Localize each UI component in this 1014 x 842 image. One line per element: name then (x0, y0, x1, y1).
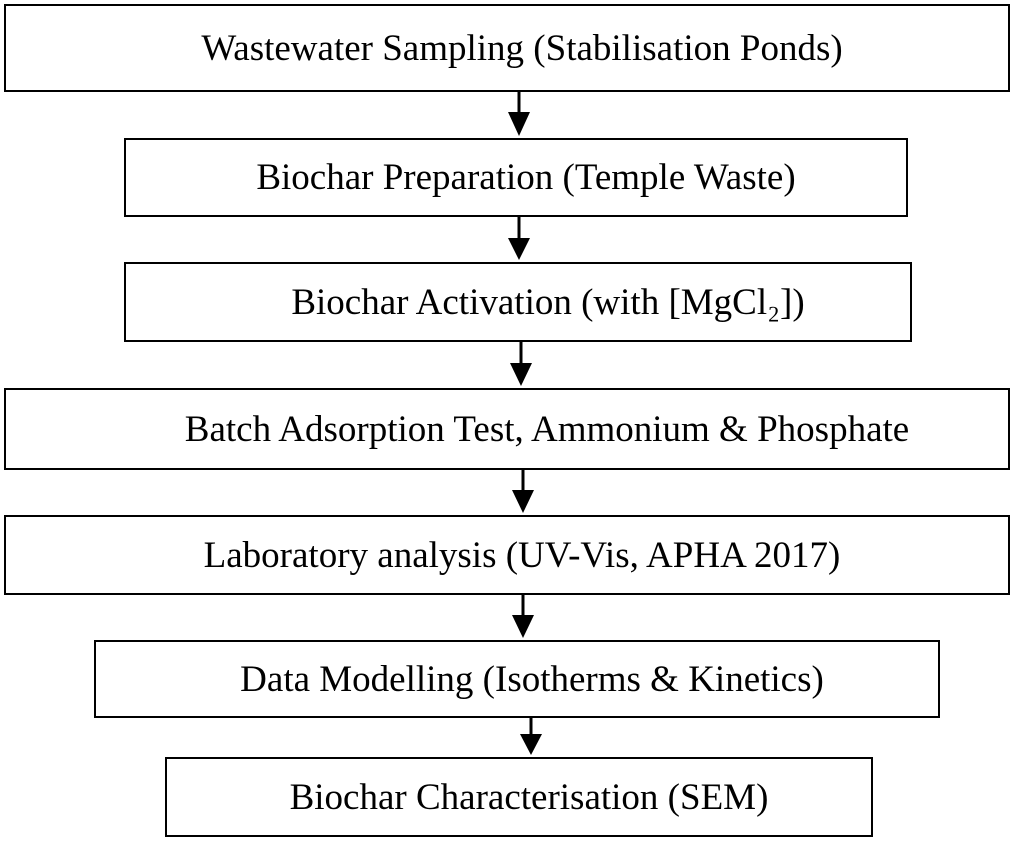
step-laboratory-analysis (4, 515, 1010, 595)
step-label: Data Modelling (Isotherms & Kinetics) (240, 658, 824, 700)
step-data-modelling (94, 640, 940, 718)
step-biochar-activation (124, 262, 912, 342)
arrow-5-to-6 (512, 595, 534, 638)
arrow-4-to-5 (512, 470, 534, 513)
step-label: Biochar Characterisation (SEM) (289, 776, 769, 818)
step-biochar-characterisation (165, 757, 873, 837)
step-label: Batch Adsorption Test, Ammonium & Phosphate (184, 408, 910, 450)
step-wastewater-sampling (4, 4, 1010, 92)
arrow-1-to-2 (508, 92, 530, 136)
step-batch-adsorption-test (4, 388, 1010, 470)
step-label: Laboratory analysis (UV-Vis, APHA 2017) (203, 534, 841, 576)
step-biochar-preparation (124, 138, 908, 217)
step-label: Wastewater Sampling (Stabilisation Ponds) (201, 27, 843, 69)
step-label: Biochar Preparation (Temple Waste) (256, 157, 796, 198)
arrow-3-to-4 (510, 342, 532, 386)
step-label: Biochar Activation (with [MgCl₂]) (291, 281, 805, 323)
arrow-6-to-7 (520, 718, 542, 755)
arrow-2-to-3 (508, 217, 530, 260)
